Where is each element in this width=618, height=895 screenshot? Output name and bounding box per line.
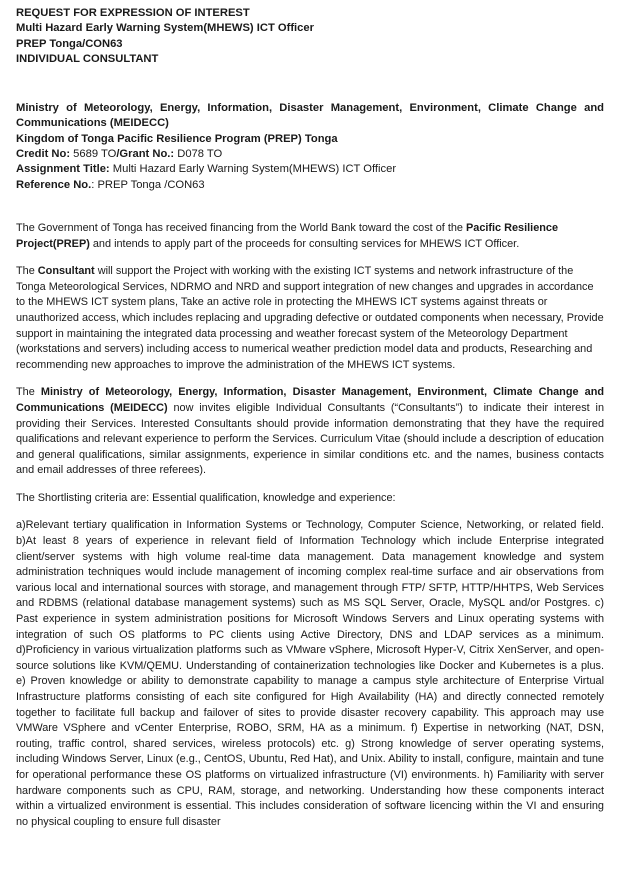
paragraph-consultant-role: The Consultant will support the Project with working with the existing ICT systems and network infrastructure of the Tonga Meteorological Services, NDRMO and NRD and support integration of new changes and upgrades in accordance to the MHEWS ICT system plans, Take an active role in protecting the MHEWS ICT systems against threats or unauthorized access, which includes replacing and upgrading defective or outdated components when necessary, Provide support in maintaining the integrated data processing and weather forecast system of the Meteorology Department (workstations and servers) including access to numerical weather prediction model data and products, Researching and recommending new approaches to improve the administration of the MHEWS ICT systems.: [16, 265, 604, 371]
meta-assignment: Assignment Title: Multi Hazard Early Warning System(MHEWS) ICT Officer: [16, 163, 397, 176]
header-reference: PREP Tonga/CON63: [16, 37, 123, 50]
document-header: [16, 6, 604, 67]
meta-credit: Credit No: 5689 TO/Grant No.: D078 TO: [16, 148, 223, 161]
paragraph-criteria-intro: The Shortlisting criteria are: Essential qualification, knowledge and experience:: [16, 491, 396, 504]
paragraph-financing: The Government of Tonga has received financing from the World Bank toward the cost of the Pacific Resilience Project(PREP) and intends to apply part of the proceeds for consulting services for MHEWS ICT Officer.: [16, 221, 559, 250]
meta-reference: Reference No.: PREP Tonga /CON63: [16, 178, 205, 191]
meta-ministry: Ministry of Meteorology, Energy, Information, Disaster Management, Environment, Climate Change and Communications (MEIDECC): [16, 102, 604, 130]
header-title: REQUEST FOR EXPRESSION OF INTEREST: [16, 7, 250, 19]
header-position: Multi Hazard Early Warning System(MHEWS) ICT Officer: [16, 22, 314, 35]
paragraph-invitation: The Ministry of Meteorology, Energy, Information, Disaster Management, Environment, Climate Change and Communications (MEIDECC) now invites eligible Individual Consultants (“Consultants”) to indicate their interest in providing their Services. Interested Consultants should provide information demonstrating that they have the required qualifications and relevant experience to perform the Services. Curriculum Vitae (should include a description of education and general qualifications, similar assignments, experience in similar conditions etc. and the names, business contacts and email addresses of three referees).: [16, 386, 605, 477]
document-meta: [16, 101, 604, 193]
paragraph-criteria: a)Relevant tertiary qualification in Information Systems or Technology, Computer Science, Networking, or related field. b)At least 8 years of experience in relevant field of Information Technology which include Enterprise integrated client/server systems with high volume real-time data management. Data management knowledge and system administration techniques would include management of incoming complex real-time surface and air observations from various local and international sources with storage, and management through FTP/ SFTP, HTTP/HHTPS, Web Services and RDBMS (relational database management systems) such as MS SQL Server, Oracle, MySQL and/or Postgres. c) Past experience in system administration positions for Microsoft Windows Servers and Linux operating systems with integration of such OS platforms to PC clients using Active Directory, DNS and LDAP services as a minimum. d)Proficiency in various virtualization platforms such as VMware vSphere, Microsoft Hyper-V, Citrix XenServer, and open-source solutions like KVM/QEMU. Understanding of containerization technologies like Docker and Kubernetes is a plus. e) Proven knowledge or ability to demonstrate capability to manage a campus style architecture of Enterprise Virtual Infrastructure platforms consisting of each site configured for High Availability (HA) and directly connected remotely together to facilitate full backup and failover of sites to provide disaster recovery capability. This approach may use VMWare VSphere and vCenter Enterprise, ROBO, SRM, HA as a minimum. f) Expertise in networking (NAT, DSN, routing, traffic control, shared services, wireless protocols) etc. g) Strong knowledge of server operating systems, including Windows Server, Linux (e.g., CentOS, Ubuntu, Red Hat), and Unix. Ability to install, configure, maintain and tune for operational performance these OS platforms on virtualized infrastructure (VI) environments. h) Familiarity with server hardware components such as CPU, RAM, storage, and networking. Understanding how these components interact within a virtualized environment is essential. This includes consideration of software licencing within the VI and ensuring no physical coupling to ensure full disaster: [16, 519, 604, 828]
header-type: INDIVIDUAL CONSULTANT: [16, 52, 159, 65]
meta-program: Kingdom of Tonga Pacific Resilience Program (PREP) Tonga: [16, 132, 338, 145]
